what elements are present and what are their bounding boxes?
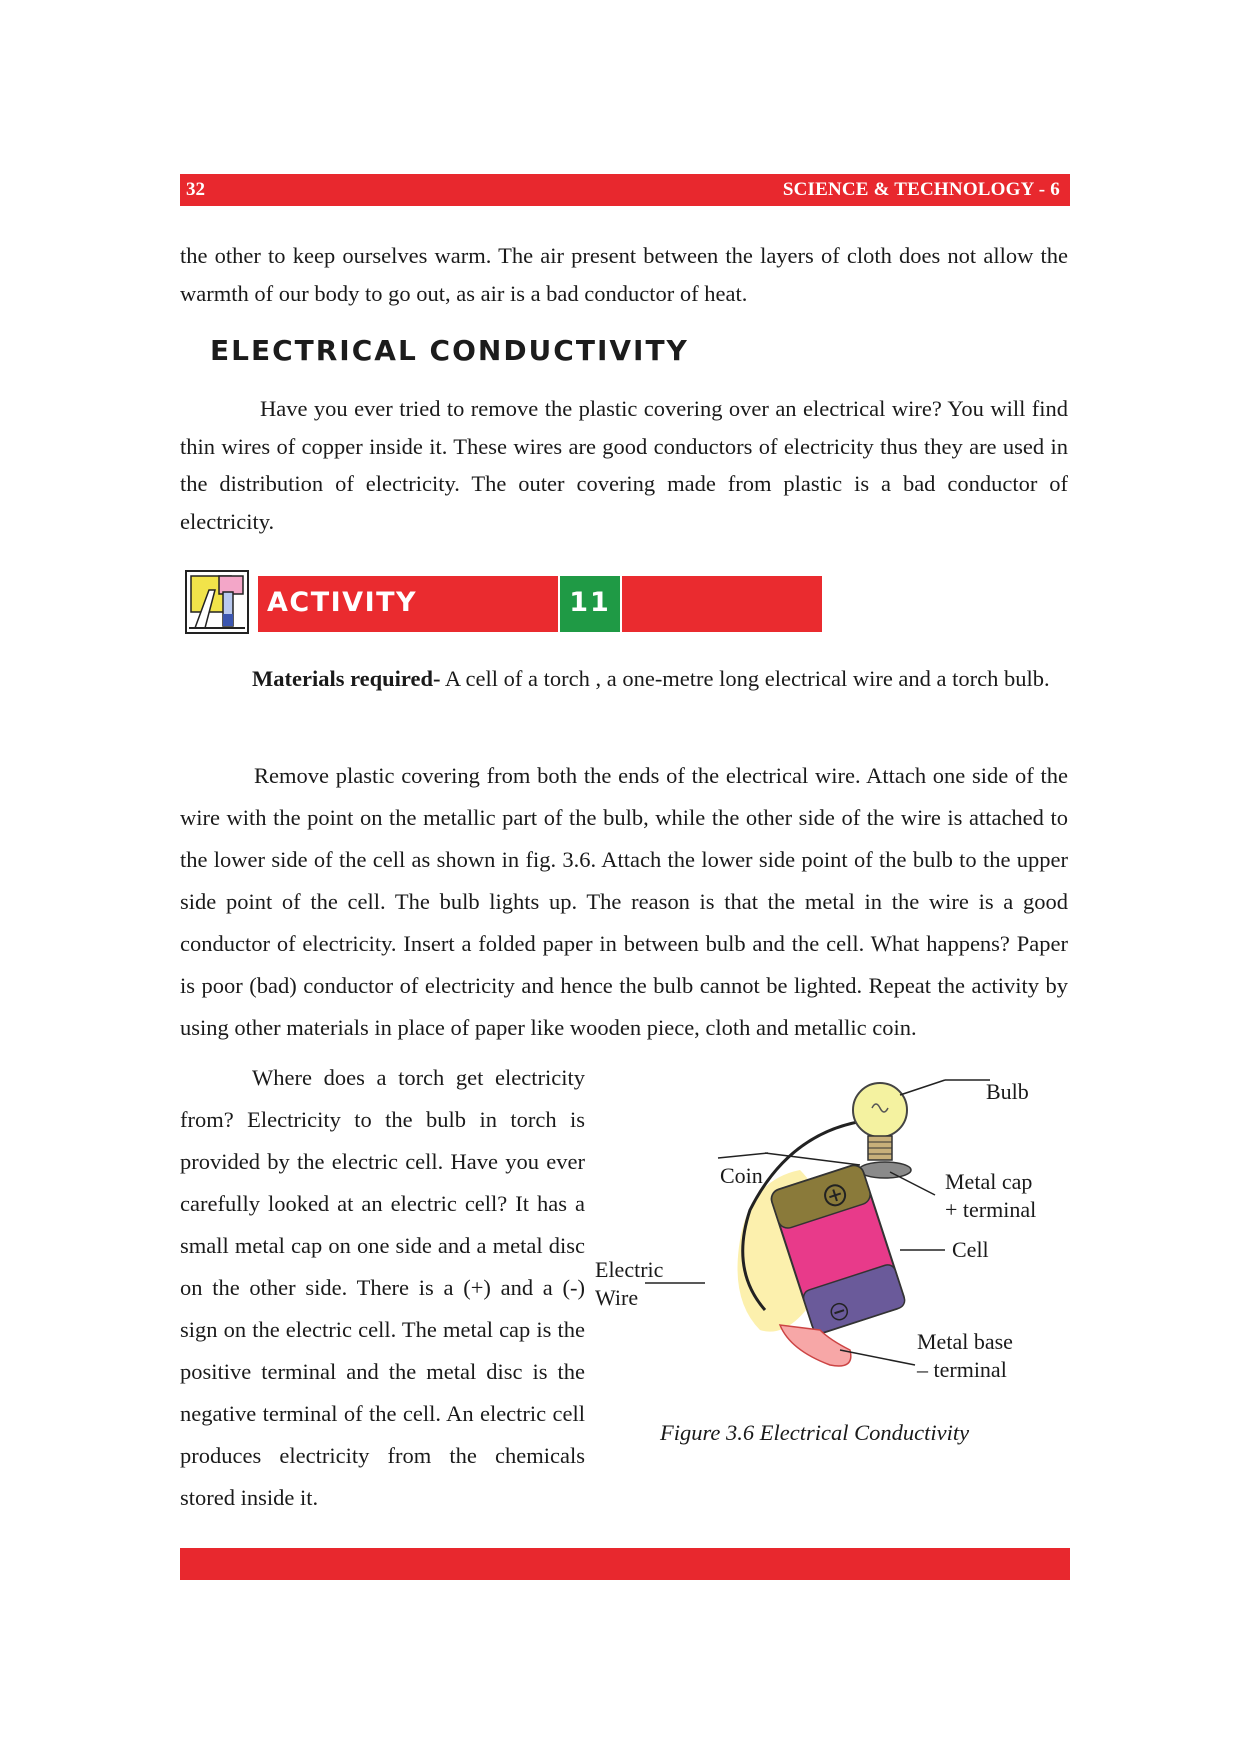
page-header-bar — [180, 174, 1070, 206]
conductivity-paragraph: Have you ever tried to remove the plastic covering over an electrical wire? You will find thin wires of copper inside it. These wires are good conductors of electricity thus they are used in the distribution of electricity. The outer covering made from plastic is a bad conductor of electricity. — [180, 396, 1068, 534]
materials-text: A cell of a torch , a one-metre long electrical wire and a torch bulb. — [440, 666, 1050, 691]
label-metal-cap: Metal cap — [945, 1169, 1033, 1194]
lab-equipment-icon — [185, 570, 249, 634]
book-title: SCIENCE & TECHNOLOGY - 6 — [782, 179, 1060, 200]
activity-bar-tail — [622, 576, 822, 632]
label-minus-terminal: – terminal — [917, 1357, 1007, 1382]
activity-number: 11 — [569, 587, 611, 618]
activity-label: ACTIVITY — [267, 587, 418, 618]
torch-paragraph: Where does a torch get electricity from? Electricity to the bulb in torch is provided by the electric cell. Have you ever carefully looked at an electric cell? It has a small metal cap on one side and a metal disc on the other side. There is a (+) and a (-) sign on the electric cell. The metal cap is the positive terminal and the metal disc is the negative terminal of the cell. An electric cell produces electricity from the chemicals stored inside it. — [180, 1065, 585, 1510]
materials-paragraph — [180, 658, 1068, 699]
label-bulb: Bulb — [986, 1079, 1029, 1104]
label-coin: Coin — [720, 1163, 763, 1188]
bulb-glass — [853, 1083, 907, 1137]
label-cell: Cell — [952, 1237, 989, 1262]
materials-label: Materials required- — [252, 666, 441, 691]
intro-paragraph: the other to keep ourselves warm. The air present between the layers of cloth does not allow the warmth of our body to go out, as air is a bad conductor of heat. — [180, 243, 1068, 306]
figure-caption: Figure 3.6 Electrical Conductivity — [660, 1420, 970, 1445]
cell-bulb-figure — [590, 1060, 1070, 1460]
page-footer-bar — [180, 1548, 1070, 1580]
label-metal-base: Metal base — [917, 1329, 1013, 1354]
section-heading: ELECTRICAL CONDUCTIVITY — [210, 334, 689, 367]
activity-label-bar — [258, 576, 558, 632]
procedure-paragraph: Remove plastic covering from both the ends of the electrical wire. Attach one side of the wire with the point on the metallic part of the bulb, while the other side of the wire is attached to the lower side of the cell as shown in fig. 3.6. Attach the lower side point of the bulb to the upper side point of the cell. The bulb lights up. The reason is that the metal in the wire is a good conductor of electricity. Insert a folded paper in between bulb and the cell. What happens? Paper is poor (bad) conductor of electricity and hence the bulb cannot be lighted. Repeat the activity by using other materials in place of paper like wooden piece, cloth and metallic coin. — [180, 763, 1068, 1040]
label-electric: Electric — [595, 1257, 664, 1282]
activity-number-box — [560, 576, 620, 632]
label-wire: Wire — [595, 1285, 639, 1310]
page-number: 32 — [186, 179, 205, 200]
label-plus-terminal: + terminal — [945, 1197, 1037, 1222]
